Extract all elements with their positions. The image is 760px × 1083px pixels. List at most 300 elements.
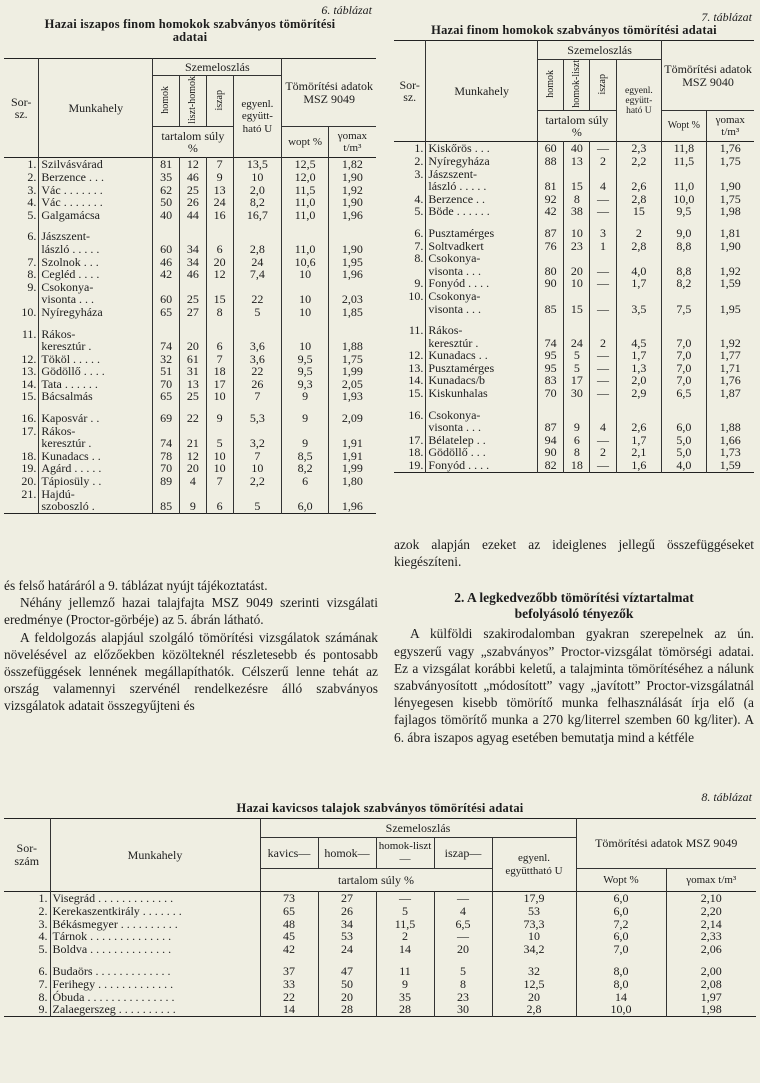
row-value: 7: [206, 158, 233, 171]
row-location: Jászszent-: [426, 168, 538, 181]
row-value: 5,0: [662, 446, 706, 459]
col-munkahely: Munkahely: [50, 819, 260, 892]
row-number: 3.: [414, 166, 424, 181]
col-gamma: γomax t/m³: [666, 869, 756, 892]
row-number: 5.: [27, 207, 37, 222]
row-number: 9.: [414, 276, 424, 291]
row-number: 16.: [21, 411, 37, 426]
row-value: 2,0: [233, 184, 282, 197]
row-value: 15: [206, 293, 233, 306]
table-row: [4, 340, 376, 353]
row-value: 11,5: [662, 155, 706, 168]
row-value: 1,88: [706, 421, 754, 434]
row-value: 8,0: [576, 978, 666, 991]
row-value: 6: [564, 434, 590, 447]
row-value: 4: [434, 905, 492, 918]
row-value: 81: [538, 180, 564, 193]
row-location: Gödöllő . . . .: [39, 365, 153, 378]
row-value: 1,76: [706, 374, 754, 387]
row-value: 1,99: [328, 365, 376, 378]
row-number: 2.: [38, 903, 48, 918]
row-value: 2,1: [616, 446, 662, 459]
row-number: 17.: [21, 423, 37, 438]
row-number: 2.: [27, 169, 37, 184]
row-value: —: [434, 930, 492, 943]
row-value: 25: [180, 184, 207, 197]
row-value: 25: [180, 293, 207, 306]
paragraph: A külföldi szakirodalomban gyakran szerepelnek az ún. egyszerű vagy „szabványos” Proctor-vizsgálat tömörségi adatai. Ez a vizsgálat korábbi keletű, a talajminta tömörítéséhez a nálunk szabványosított „módosított” vagy „javított” Proctor-vizsgálatnál lényegesen kisebb tömörítő munka felhasználását írja elő (a fajlagos tömörítő munka a 270 kg/literrel szemben 60 kg/liter). A 6. ábra iszapos agyag esetében bemutatja mind a kétféle: [394, 626, 754, 745]
row-value: 20: [318, 991, 376, 1004]
row-number: 9.: [38, 1002, 48, 1017]
row-value: 5: [206, 437, 233, 450]
row-number: 4.: [38, 929, 48, 944]
row-value: 10: [492, 930, 576, 943]
row-value: 11,5: [282, 184, 329, 197]
row-location: Óbuda . . . . . . . . . . . . . . .: [50, 991, 260, 1004]
row-value: 26: [233, 378, 282, 391]
row-location: Tata . . . . . .: [39, 378, 153, 391]
row-value: 28: [376, 1003, 434, 1016]
row-location: Ferihegy . . . . . . . . . . . . .: [50, 978, 260, 991]
row-value: 94: [538, 434, 564, 447]
row-value: 46: [180, 171, 207, 184]
col-iszap: iszap: [213, 89, 225, 111]
row-location: Nyíregyháza: [39, 306, 153, 319]
row-location: Galgamácsa: [39, 209, 153, 222]
row-value: 87: [538, 421, 564, 434]
table-row: [4, 209, 376, 222]
row-number: 13.: [408, 360, 424, 375]
row-value: 1,80: [328, 475, 376, 488]
row-number: 1.: [38, 891, 48, 906]
row-number: 5.: [414, 204, 424, 219]
row-value: 13: [564, 155, 590, 168]
row-value: 15: [564, 303, 590, 316]
section-heading: 2. A legkedvezőbb tömörítési víztartalmat befolyásoló tényezők: [454, 590, 694, 622]
table-row: [4, 905, 756, 918]
row-value: 2,2: [616, 155, 662, 168]
row-value: [590, 290, 616, 303]
row-number: 21.: [21, 486, 37, 501]
row-value: 30: [564, 387, 590, 400]
row-value: 1,6: [616, 459, 662, 472]
row-value: 6: [206, 500, 233, 513]
row-value: 7,0: [662, 374, 706, 387]
row-value: —: [590, 265, 616, 278]
row-value: 5: [233, 500, 282, 513]
row-value: 40: [153, 209, 180, 222]
row-value: 2,33: [666, 930, 756, 943]
row-location: lászló . . . . .: [426, 180, 538, 193]
row-value: 5: [233, 306, 282, 319]
row-value: 80: [538, 265, 564, 278]
row-value: 2,08: [666, 978, 756, 991]
row-number: 1.: [27, 157, 37, 172]
row-value: 2,2: [233, 475, 282, 488]
table-row: [4, 1003, 756, 1016]
row-value: 1,96: [328, 268, 376, 281]
row-location: Szilvásvárad: [39, 158, 153, 171]
row-value: 74: [153, 340, 180, 353]
table-row: [4, 306, 376, 319]
row-value: 2,10: [666, 892, 756, 905]
row-value: 90: [538, 277, 564, 290]
row-value: 25: [180, 390, 207, 403]
row-number: 8.: [27, 267, 37, 282]
row-value: 8,0: [576, 965, 666, 978]
row-value: 20: [180, 462, 207, 475]
row-value: 10: [206, 462, 233, 475]
row-value: 3,2: [233, 437, 282, 450]
row-value: 1,85: [328, 306, 376, 319]
row-value: [662, 324, 706, 337]
row-value: 33: [260, 978, 318, 991]
row-value: 10: [233, 171, 282, 184]
row-value: 2: [376, 930, 434, 943]
row-number: 12.: [21, 351, 37, 366]
table-row: [4, 943, 756, 956]
row-number: 8.: [414, 251, 424, 266]
row-value: 8,8: [662, 265, 706, 278]
row-value: [538, 290, 564, 303]
row-value: 1,88: [328, 340, 376, 353]
row-location: Csokonya-: [39, 281, 153, 294]
paragraph: A feldolgozás alapjául szolgáló tömörítési vizsgálatok számának növelésével az előzőekben közölteknél részletesebb és pontosabb összefüggések lennének megállapíthatók. Célszerű lenne tehát az ország valamennyi szervénél rendelkezésre álló szabványos vizsgálatok adatait összegyűjteni és: [4, 629, 378, 714]
row-value: 1,90: [328, 171, 376, 184]
row-location: Kerekaszentkirály . . . . . . .: [50, 905, 260, 918]
col-sorsz: Sor-sz.: [399, 77, 420, 105]
row-value: 7,4: [233, 268, 282, 281]
row-number: 17.: [408, 432, 424, 447]
row-value: 2,8: [616, 240, 662, 253]
row-location: Tárnok . . . . . . . . . . . . . .: [50, 930, 260, 943]
row-value: 46: [180, 268, 207, 281]
row-location: Pusztamérges: [426, 362, 538, 375]
col-szemeloszlas: Szemeloszlás: [260, 819, 576, 838]
col-tartalom: tartalom súly %: [153, 127, 233, 158]
row-location: Budaörs . . . . . . . . . . . . .: [50, 965, 260, 978]
table-row: [4, 892, 756, 905]
row-value: —: [434, 892, 492, 905]
row-value: 11,8: [662, 142, 706, 155]
row-value: 10: [282, 306, 329, 319]
row-value: 4,0: [616, 265, 662, 278]
row-value: 15: [564, 180, 590, 193]
row-value: 24: [233, 256, 282, 269]
row-number: 4.: [414, 191, 424, 206]
row-value: 34: [180, 243, 207, 256]
row-value: 5: [564, 349, 590, 362]
row-value: [590, 324, 616, 337]
row-value: 14: [576, 991, 666, 1004]
row-value: 6,0: [576, 930, 666, 943]
row-value: 1,90: [706, 180, 754, 193]
col-munkahely: Munkahely: [39, 59, 153, 158]
row-number: 18.: [408, 445, 424, 460]
row-value: 13,5: [233, 158, 282, 171]
row-value: [662, 252, 706, 265]
row-value: 1,82: [328, 158, 376, 171]
row-value: 12,0: [282, 171, 329, 184]
row-value: 3: [590, 227, 616, 240]
row-value: 42: [260, 943, 318, 956]
row-value: 22: [260, 991, 318, 1004]
col-wopt: Wopt %: [576, 869, 666, 892]
row-value: 95: [538, 349, 564, 362]
table-row: [4, 243, 376, 256]
row-value: 18: [564, 459, 590, 472]
row-value: 60: [153, 243, 180, 256]
row-value: 5,3: [233, 412, 282, 425]
col-gamma: γomax t/m³: [706, 111, 754, 142]
col-wopt: wopt %: [282, 127, 329, 158]
row-value: 12: [206, 268, 233, 281]
row-location: visonta . . .: [426, 303, 538, 316]
row-value: 83: [538, 374, 564, 387]
row-value: 89: [153, 475, 180, 488]
col-gamma: γomax t/m³: [328, 127, 376, 158]
row-value: 8,2: [662, 277, 706, 290]
row-value: 1,7: [616, 349, 662, 362]
row-value: 38: [564, 205, 590, 218]
row-value: 2: [616, 227, 662, 240]
row-value: 2: [590, 337, 616, 350]
row-value: 60: [153, 293, 180, 306]
row-value: 65: [153, 306, 180, 319]
row-value: 2,03: [328, 293, 376, 306]
row-value: 61: [180, 353, 207, 366]
row-value: 9: [564, 421, 590, 434]
row-value: 34: [180, 256, 207, 269]
row-number: 13.: [21, 364, 37, 379]
table-row: [394, 324, 754, 337]
row-number: [394, 180, 426, 193]
row-value: 2,09: [328, 412, 376, 425]
row-value: 11,5: [376, 918, 434, 931]
row-value: 9: [206, 412, 233, 425]
row-value: 90: [538, 446, 564, 459]
table-7-title: Hazai finom homokok szabványos tömörítési adatai: [431, 23, 717, 37]
row-value: [706, 290, 754, 303]
row-location: Kunadacs . .: [39, 450, 153, 463]
paragraph: Néhány jellemző hazai talajfajta MSZ 9049 szerinti vizsgálati eredménye (Proctor-görbéje) az 5. ábrán látható.: [4, 595, 378, 628]
row-value: 6,0: [576, 892, 666, 905]
row-value: 2,3: [616, 142, 662, 155]
row-number: 20.: [21, 474, 37, 489]
row-value: 7: [233, 450, 282, 463]
row-number: 7.: [27, 254, 37, 269]
table-row: [4, 991, 756, 1004]
row-value: 3,6: [233, 353, 282, 366]
row-number: 16.: [408, 407, 424, 422]
row-value: 8,2: [282, 462, 329, 475]
row-value: 5,0: [662, 434, 706, 447]
row-value: 95: [538, 362, 564, 375]
row-value: 24: [564, 337, 590, 350]
table-row: [4, 437, 376, 450]
row-value: 1,75: [706, 193, 754, 206]
row-value: 9: [180, 500, 207, 513]
row-value: 22: [180, 412, 207, 425]
table-7: [394, 40, 754, 473]
row-value: 1,3: [616, 362, 662, 375]
row-value: 24: [318, 943, 376, 956]
row-value: 2,9: [616, 387, 662, 400]
row-location: visonta . . .: [39, 293, 153, 306]
row-value: 20: [434, 943, 492, 956]
row-number: 6.: [38, 964, 48, 979]
col-kavics: kavics—: [260, 838, 318, 869]
row-value: 6,0: [662, 421, 706, 434]
row-value: 30: [434, 1003, 492, 1016]
row-location: Fonyód . . . .: [426, 459, 538, 472]
row-number: 4.: [27, 195, 37, 210]
row-value: 2,06: [666, 943, 756, 956]
table-row: [4, 500, 376, 513]
row-number: [4, 437, 39, 450]
row-value: 1,95: [328, 256, 376, 269]
row-value: 2: [590, 446, 616, 459]
row-number: [4, 340, 39, 353]
row-value: 65: [260, 905, 318, 918]
table-row: [394, 142, 754, 155]
row-location: keresztúr .: [39, 340, 153, 353]
row-value: [564, 324, 590, 337]
row-value: 13: [180, 378, 207, 391]
row-value: 9,0: [662, 227, 706, 240]
row-location: Kaposvár . .: [39, 412, 153, 425]
row-value: 81: [153, 158, 180, 171]
row-location: Agárd . . . . .: [39, 462, 153, 475]
row-number: [4, 500, 39, 513]
row-value: 22: [233, 293, 282, 306]
row-value: 26: [318, 905, 376, 918]
col-egyenl: egyenl. együttható U: [492, 838, 576, 892]
row-value: 6,0: [282, 500, 329, 513]
row-value: [706, 324, 754, 337]
row-value: 6: [206, 243, 233, 256]
row-value: 1,87: [706, 387, 754, 400]
row-value: 20: [180, 340, 207, 353]
row-value: —: [590, 459, 616, 472]
row-number: 7.: [38, 976, 48, 991]
row-value: 20: [492, 991, 576, 1004]
row-value: 10,6: [282, 256, 329, 269]
row-value: 10: [282, 293, 329, 306]
paragraph: azok alapján ezeket az ideiglenes jellegű összefüggéseket kiegészíteni.: [394, 537, 754, 570]
row-value: 1,91: [328, 437, 376, 450]
row-location: Gödöllő . . .: [426, 446, 538, 459]
row-value: 73,3: [492, 918, 576, 931]
row-value: 53: [492, 905, 576, 918]
row-value: 88: [538, 155, 564, 168]
row-location: Fonyód . . . .: [426, 277, 538, 290]
row-value: 2,8: [233, 243, 282, 256]
table-6-body: [4, 158, 376, 513]
row-value: 11,0: [282, 243, 329, 256]
row-number: 2.: [414, 153, 424, 168]
row-location: keresztúr .: [426, 337, 538, 350]
row-value: —: [590, 277, 616, 290]
row-value: 5: [376, 905, 434, 918]
row-value: 1,90: [328, 196, 376, 209]
row-value: 53: [318, 930, 376, 943]
row-value: 35: [376, 991, 434, 1004]
table-row: [394, 303, 754, 316]
row-value: 1,92: [706, 265, 754, 278]
row-value: 1,95: [706, 303, 754, 316]
row-location: keresztúr .: [39, 437, 153, 450]
row-value: 7,5: [662, 303, 706, 316]
table-row: [4, 978, 756, 991]
row-location: Berzence . . .: [39, 171, 153, 184]
row-value: 1,76: [706, 142, 754, 155]
row-value: 1,71: [706, 362, 754, 375]
row-value: 70: [538, 387, 564, 400]
row-value: [706, 252, 754, 265]
row-location: Szolnok . . .: [39, 256, 153, 269]
row-value: 3,6: [233, 340, 282, 353]
row-value: 28: [318, 1003, 376, 1016]
row-value: 10: [282, 340, 329, 353]
col-iszap: iszap—: [434, 838, 492, 869]
row-value: 20: [564, 265, 590, 278]
table-row: [4, 365, 376, 378]
row-value: 1,73: [706, 446, 754, 459]
row-location: Kiskőrös . . .: [426, 142, 538, 155]
table-row: [394, 180, 754, 193]
row-value: 7: [206, 353, 233, 366]
row-value: 10,0: [662, 193, 706, 206]
row-value: 9: [282, 437, 329, 450]
table-6-title: Hazai iszapos finom homokok szabványos tömörítési adatai: [44, 17, 336, 44]
row-value: 47: [318, 965, 376, 978]
row-value: 87: [538, 227, 564, 240]
row-value: 6: [206, 340, 233, 353]
table-6: [4, 58, 376, 514]
col-tomorites: Tömörítési adatok MSZ 9049: [282, 59, 376, 127]
row-value: 74: [538, 337, 564, 350]
row-value: [662, 290, 706, 303]
row-value: —: [376, 892, 434, 905]
row-value: 32: [153, 353, 180, 366]
row-value: 1,7: [616, 434, 662, 447]
row-value: 1: [590, 240, 616, 253]
row-value: 1,90: [328, 243, 376, 256]
row-location: visonta . . .: [426, 421, 538, 434]
row-value: 34: [318, 918, 376, 931]
row-value: 27: [318, 892, 376, 905]
row-value: 16: [206, 209, 233, 222]
table-row: [394, 290, 754, 303]
row-value: 62: [153, 184, 180, 197]
row-value: [616, 324, 662, 337]
row-value: 27: [180, 306, 207, 319]
row-value: 1,81: [706, 227, 754, 240]
row-value: —: [590, 387, 616, 400]
row-value: 7: [206, 475, 233, 488]
row-value: 6,5: [662, 387, 706, 400]
row-value: 1,7: [616, 277, 662, 290]
row-value: 4: [180, 475, 207, 488]
row-location: Zalaegerszeg . . . . . . . . . .: [50, 1003, 260, 1016]
col-homok: homok—: [318, 838, 376, 869]
row-number: 11.: [408, 323, 424, 338]
row-location: szoboszló .: [39, 500, 153, 513]
row-value: 82: [538, 459, 564, 472]
row-value: 1,77: [706, 349, 754, 362]
row-location: Kunadacs . .: [426, 349, 538, 362]
